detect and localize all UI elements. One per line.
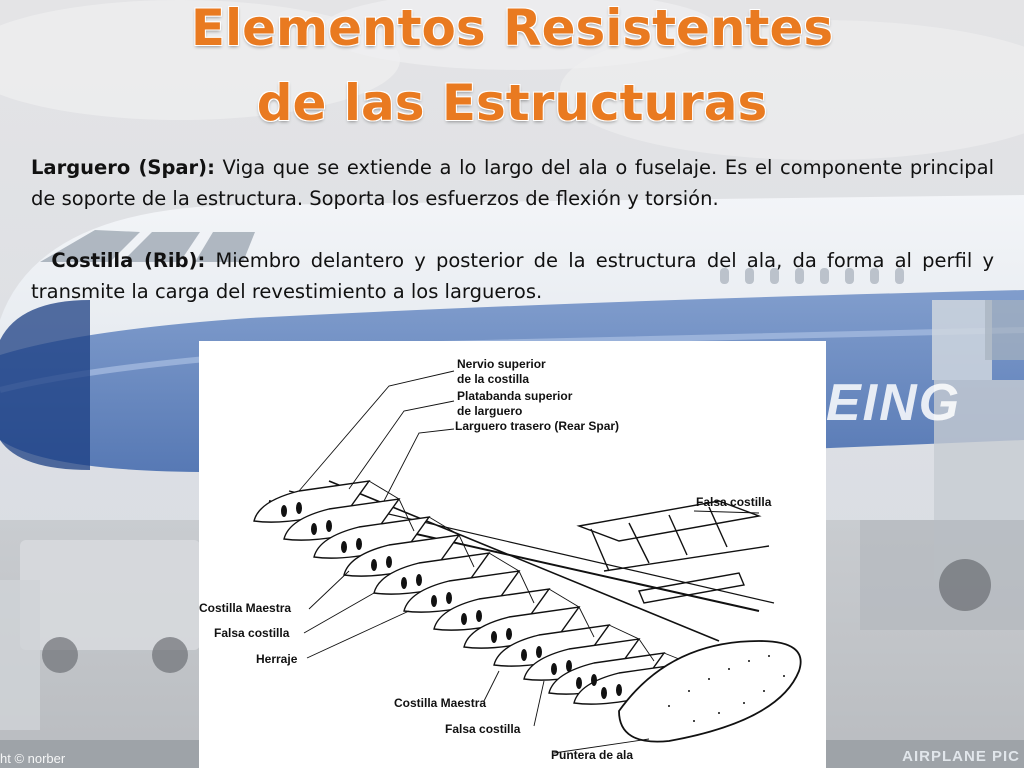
label-costilla-maestra-left: Costilla Maestra [199, 601, 292, 615]
label-nervio-superior-1: Nervio superior [457, 357, 546, 371]
watermark-airplane-pictures: AIRPLANE PIC [902, 748, 1020, 765]
wing-structure-diagram [199, 341, 826, 768]
label-falsa-costilla-top: Falsa costilla [696, 495, 772, 509]
slide-title-line-1: Elementos Resistentes [190, 0, 834, 57]
label-falsa-costilla-left: Falsa costilla [214, 626, 290, 640]
label-costilla-maestra-bottom: Costilla Maestra [394, 696, 487, 710]
term-larguero: Larguero (Spar): [31, 156, 215, 179]
label-falsa-costilla-bottom: Falsa costilla [445, 722, 521, 736]
paragraph-costilla [31, 245, 994, 307]
label-herraje: Herraje [256, 652, 298, 666]
definition-costilla: Miembro delantero y posterior de la estructura del ala, da forma al perfil y transmite la carga del revestimiento a los largueros. [31, 249, 994, 303]
term-costilla: Costilla (Rib): [51, 249, 206, 272]
definition-larguero: Viga que se extiende a lo largo del ala o fuselaje. Es el componente principal de soporte de la estructura. Soporta los esfuerzos de flexión y torsión. [31, 156, 994, 210]
label-nervio-superior-2: de la costilla [457, 372, 530, 386]
label-platabanda-2: de larguero [457, 404, 523, 418]
paragraph-larguero [31, 152, 994, 214]
slide-title-line-2: de las Estructuras [256, 74, 768, 132]
fuselage-lettering: EING [826, 374, 962, 432]
label-platabanda-1: Platabanda superior [457, 389, 573, 403]
label-larguero-trasero: Larguero trasero (Rear Spar) [455, 419, 620, 433]
photo-credit: ht © norber [0, 751, 66, 766]
label-puntera-de-ala: Puntera de ala [551, 748, 634, 762]
